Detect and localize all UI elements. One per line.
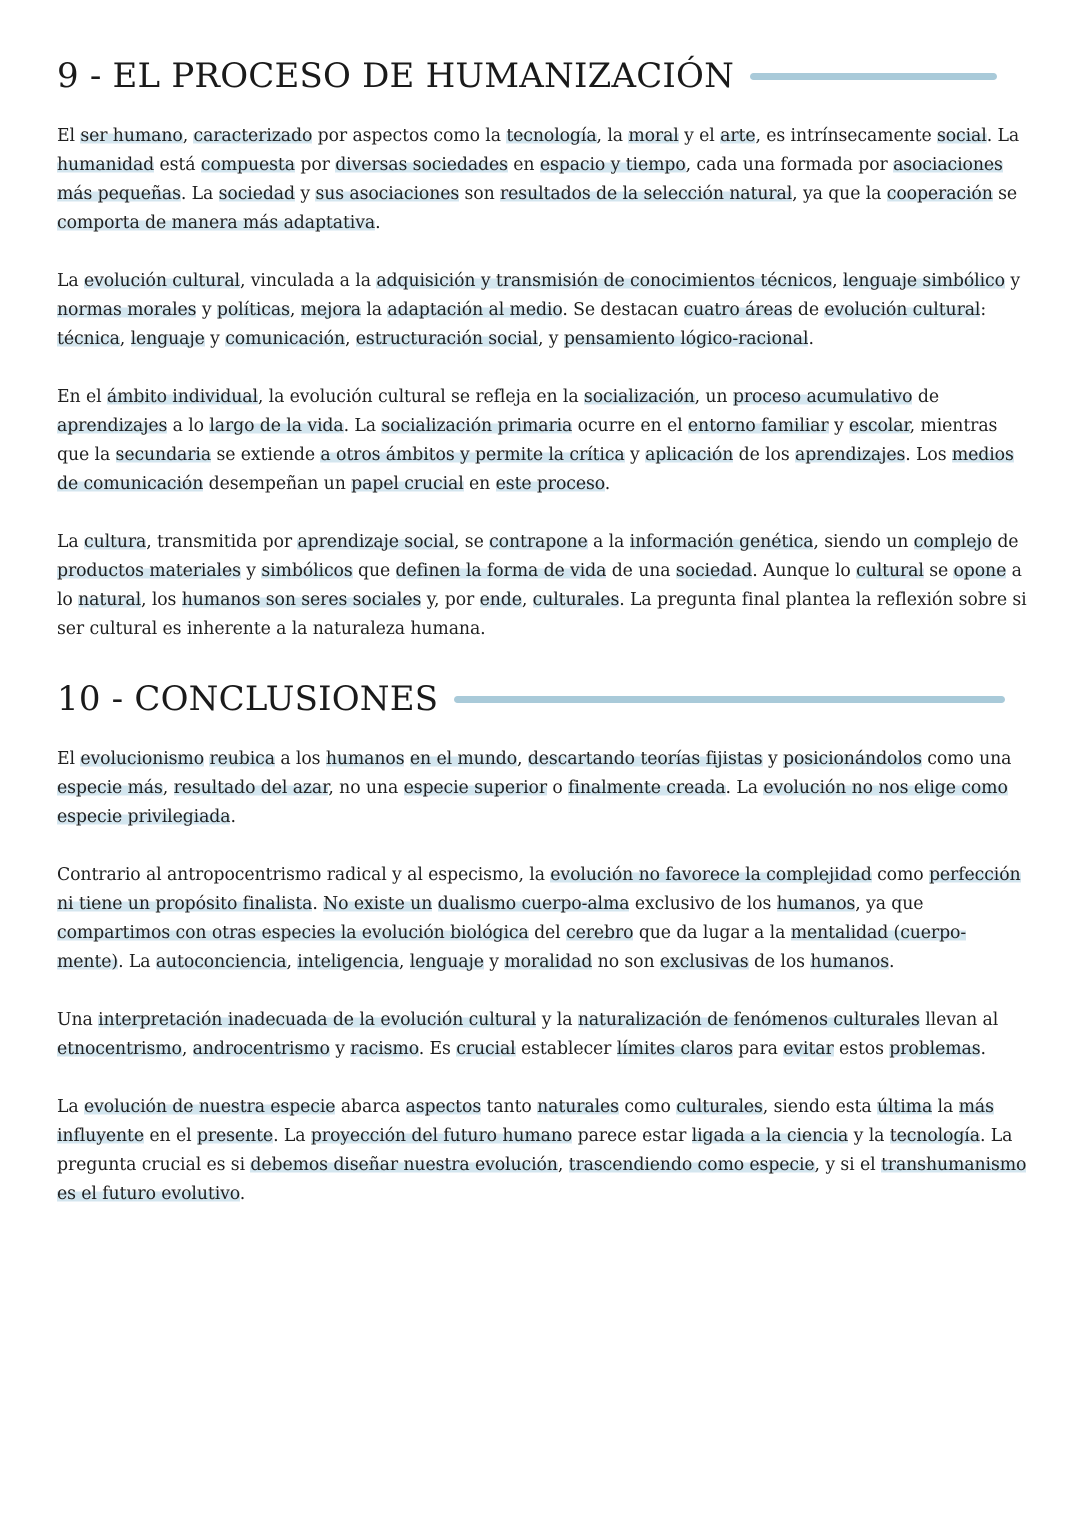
paragraph (57, 861, 1032, 977)
text-segment: en (463, 474, 496, 494)
highlighted-text: tecnología (889, 1126, 980, 1146)
highlighted-text: tecnología (506, 126, 597, 146)
highlighted-text: racismo (350, 1039, 419, 1059)
highlighted-text: No existe un (323, 894, 433, 914)
text-segment: y (329, 1039, 351, 1059)
text-segment: a lo (57, 561, 1022, 610)
text-segment: El (57, 749, 81, 769)
document-page (57, 50, 1032, 1238)
text-segment: parece estar (572, 1126, 692, 1146)
text-segment: , (119, 329, 131, 349)
text-segment: se extiende (211, 445, 321, 465)
highlighted-text: transhumanismo es el futuro evolutivo (57, 1155, 1027, 1204)
highlighted-text: aspectos (405, 1097, 482, 1117)
text-segment: . (312, 894, 324, 914)
text-segment: . La (986, 126, 1020, 146)
text-segment: en (507, 155, 540, 175)
text-segment: y (240, 561, 262, 581)
text-segment: a los (274, 749, 326, 769)
highlighted-text: presente (196, 1126, 274, 1146)
highlighted-text: exclusivas (659, 952, 749, 972)
text-segment: la (932, 1097, 959, 1117)
text-segment: exclusivo de los (629, 894, 777, 914)
text-segment: como una (921, 749, 1012, 769)
highlighted-text: adquisición y transmisión de conocimientos técnicos (376, 271, 833, 291)
paragraph (57, 745, 1032, 832)
text-segment: y (204, 329, 226, 349)
section-body (57, 745, 1032, 1209)
section-humanizacion (57, 50, 1032, 644)
highlighted-text: especie más (57, 778, 163, 798)
highlighted-text: evitar (783, 1039, 834, 1059)
text-segment: ocurre en el (572, 416, 688, 436)
text-segment: o (547, 778, 569, 798)
highlighted-text: perfección ni tiene un propósito finalista (57, 865, 1021, 914)
highlighted-text: reubica (209, 749, 275, 769)
text-segment: La (57, 532, 84, 552)
text-segment: y la (536, 1010, 578, 1030)
highlighted-text: culturales (676, 1097, 763, 1117)
highlighted-text: definen la forma de vida (395, 561, 607, 581)
highlighted-text: normas morales (57, 300, 197, 320)
highlighted-text: aprendizaje social (297, 532, 455, 552)
text-segment: que (352, 561, 396, 581)
highlighted-text: proceso acumulativo (732, 387, 913, 407)
highlighted-text: contrapone (489, 532, 588, 552)
highlighted-text: sociedad (675, 561, 753, 581)
text-segment: . La (343, 416, 382, 436)
text-segment: . (239, 1184, 246, 1204)
highlighted-text: opone (953, 561, 1007, 581)
text-segment: . (230, 807, 236, 827)
highlighted-text: finalmente creada (568, 778, 726, 798)
highlighted-text: compuesta (200, 155, 295, 175)
text-segment: del (528, 923, 566, 943)
text-segment: por aspectos como la (312, 126, 507, 146)
highlighted-text: culturales (532, 590, 620, 610)
highlighted-text: espacio y tiempo (539, 155, 686, 175)
highlighted-text: socialización primaria (381, 416, 573, 436)
text-segment: a la (587, 532, 630, 552)
text-segment: , (181, 1039, 193, 1059)
text-segment: está (154, 155, 201, 175)
text-segment: . (888, 952, 895, 972)
highlighted-text: en el mundo (409, 749, 518, 769)
text-segment: abarca (335, 1097, 406, 1117)
paragraph (57, 1093, 1032, 1209)
highlighted-text: cultura (83, 532, 147, 552)
text-segment: . Es (418, 1039, 457, 1059)
highlighted-text: diversas sociedades (335, 155, 508, 175)
highlighted-text: este proceso (495, 474, 605, 494)
text-segment: y (294, 184, 316, 204)
text-segment: estos (833, 1039, 890, 1059)
highlighted-text: a otros ámbitos y permite la crítica (320, 445, 625, 465)
text-segment: por (294, 155, 336, 175)
text-segment: , siendo esta (762, 1097, 877, 1117)
text-segment: , los (141, 590, 182, 610)
text-segment: llevan al (919, 1010, 999, 1030)
paragraph (57, 528, 1032, 644)
heading-rule (454, 696, 1005, 703)
highlighted-text: proyección del futuro humano (310, 1126, 573, 1146)
highlighted-text: comunicación (225, 329, 345, 349)
highlighted-text: aprendizajes (57, 416, 168, 436)
highlighted-text: lenguaje (409, 952, 484, 972)
text-segment: , la evolución cultural se refleja en la (257, 387, 584, 407)
highlighted-text: papel crucial (351, 474, 464, 494)
highlighted-text: humanidad (57, 155, 155, 175)
paragraph (57, 1006, 1032, 1064)
highlighted-text: sociedad (218, 184, 295, 204)
text-segment: , no una (328, 778, 404, 798)
text-segment: Una (57, 1010, 99, 1030)
highlighted-text: resultado del azar (173, 778, 329, 798)
highlighted-text: mejora (300, 300, 361, 320)
text-segment: y la (848, 1126, 890, 1146)
highlighted-text: largo de la vida (209, 416, 344, 436)
highlighted-text: cerebro (566, 923, 634, 943)
text-segment: y (762, 749, 784, 769)
text-segment: . Aunque lo (752, 561, 857, 581)
text-segment: La (57, 1097, 84, 1117)
text-segment: , ya que (855, 894, 924, 914)
text-segment: y (1004, 271, 1020, 291)
text-segment: de (991, 532, 1019, 552)
text-segment: . La pregunta final plantea la reflexión sobre si ser cultural es inherente a la naturaleza humana. (57, 590, 1027, 639)
highlighted-text: resultados de la selección natural (500, 184, 793, 204)
text-segment: . La (725, 778, 764, 798)
text-segment: no son (592, 952, 660, 972)
highlighted-text: humanos son seres sociales (181, 590, 422, 610)
text-segment: . (604, 474, 611, 494)
text-segment: El (57, 126, 81, 146)
text-segment: , vinculada a la (239, 271, 377, 291)
text-segment: en el (144, 1126, 197, 1146)
highlighted-text: lenguaje simbólico (842, 271, 1005, 291)
highlighted-text: entorno familiar (687, 416, 829, 436)
text-segment: de los (733, 445, 795, 465)
highlighted-text: evolución cultural (83, 271, 240, 291)
highlighted-text: natural (78, 590, 142, 610)
text-segment: , (521, 590, 533, 610)
section-title: 10 - CONCLUSIONES (57, 679, 439, 719)
heading-rule (750, 73, 997, 80)
text-segment: tanto (481, 1097, 538, 1117)
text-segment: y (483, 952, 505, 972)
highlighted-text: debemos diseñar nuestra evolución (250, 1155, 558, 1175)
highlighted-text: medios de comunicación (57, 445, 1014, 494)
text-segment: para (732, 1039, 784, 1059)
text-segment: , se (454, 532, 490, 552)
highlighted-text: sus asociaciones (315, 184, 460, 204)
highlighted-text: evolucionismo (80, 749, 205, 769)
text-segment: la (360, 300, 388, 320)
highlighted-text: adaptación al medio (387, 300, 563, 320)
highlighted-text: última (876, 1097, 933, 1117)
highlighted-text: ámbito individual (106, 387, 258, 407)
highlighted-text: humanos (776, 894, 856, 914)
highlighted-text: interpretación inadecuada de la evolución cultural (98, 1010, 537, 1030)
highlighted-text: humanos (325, 749, 405, 769)
text-segment: En el (57, 387, 107, 407)
highlighted-text: socialización (583, 387, 695, 407)
text-segment: , (182, 126, 194, 146)
highlighted-text: mentalidad (cuerpo-mente) (57, 923, 967, 972)
highlighted-text: problemas (889, 1039, 981, 1059)
text-segment: son (459, 184, 501, 204)
highlighted-text: evolución no favorece la complejidad (550, 865, 872, 885)
highlighted-text: social (936, 126, 987, 146)
highlighted-text: simbólicos (261, 561, 353, 581)
text-segment: , transmitida por (146, 532, 298, 552)
highlighted-text: humanos (810, 952, 889, 972)
text-segment: , (557, 1155, 569, 1175)
text-segment: de (792, 300, 825, 320)
highlighted-text: cooperación (886, 184, 993, 204)
text-segment: , (832, 271, 843, 291)
highlighted-text: moral (628, 126, 679, 146)
highlighted-text: límites claros (616, 1039, 733, 1059)
section-conclusiones (57, 673, 1032, 1209)
text-segment: desempeñan un (203, 474, 352, 494)
highlighted-text: ligada a la ciencia (691, 1126, 849, 1146)
highlighted-text: pensamiento lógico-racional (563, 329, 809, 349)
highlighted-text: productos materiales (57, 561, 241, 581)
highlighted-text: moralidad (504, 952, 593, 972)
text-segment: y (196, 300, 217, 320)
highlighted-text: evolución de nuestra especie (83, 1097, 336, 1117)
highlighted-text: naturales (537, 1097, 619, 1117)
text-segment: , siendo un (813, 532, 914, 552)
text-segment: se (923, 561, 954, 581)
text-segment: , (517, 749, 528, 769)
text-segment: . La (118, 952, 156, 972)
highlighted-text: ende (479, 590, 522, 610)
highlighted-text: secundaria (115, 445, 212, 465)
highlighted-text: cuatro áreas (683, 300, 793, 320)
text-segment: . La (180, 184, 219, 204)
highlighted-text: asociaciones más pequeñas (57, 155, 1003, 204)
text-segment: y, por (421, 590, 480, 610)
highlighted-text: caracterizado (193, 126, 313, 146)
text-segment: se (992, 184, 1018, 204)
highlighted-text: técnica (57, 329, 120, 349)
highlighted-text: inteligencia (297, 952, 399, 972)
highlighted-text: androcentrismo (192, 1039, 330, 1059)
text-segment: . La (273, 1126, 311, 1146)
highlighted-text: aplicación (645, 445, 734, 465)
text-segment: , un (694, 387, 733, 407)
highlighted-text: evolución cultural (824, 300, 981, 320)
text-segment: , (345, 329, 356, 349)
text-segment: de (912, 387, 939, 407)
highlighted-text: arte (720, 126, 756, 146)
highlighted-text: estructuración social (355, 329, 538, 349)
text-segment: que da lugar a la (633, 923, 791, 943)
text-segment: , (286, 952, 298, 972)
highlighted-text: posicionándolos (783, 749, 922, 769)
text-segment: como (618, 1097, 677, 1117)
text-segment: Contrario al antropocentrismo radical y al especismo, la (57, 865, 551, 885)
text-segment: y el (678, 126, 721, 146)
text-segment: . (980, 1039, 986, 1059)
highlighted-text: dualismo cuerpo-alma (437, 894, 630, 914)
text-segment: , y si el (814, 1155, 881, 1175)
text-segment: de una (606, 561, 676, 581)
section-heading (57, 50, 1032, 102)
text-segment: , la (596, 126, 629, 146)
highlighted-text: comporta de manera más adaptativa (57, 213, 376, 233)
text-segment: . (808, 329, 814, 349)
text-segment: , ya que la (792, 184, 887, 204)
highlighted-text: naturalización de fenómenos culturales (577, 1010, 920, 1030)
highlighted-text: políticas (216, 300, 290, 320)
highlighted-text: aprendizajes (795, 445, 906, 465)
text-segment: , mientras que la (57, 416, 998, 465)
highlighted-text: compartimos con otras especies la evolución biológica (57, 923, 529, 943)
text-segment: , (289, 300, 301, 320)
highlighted-text: más influyente (57, 1097, 994, 1146)
text-segment: , es intrínsecamente (755, 126, 937, 146)
text-segment: . (375, 213, 381, 233)
text-segment: . Se destacan (562, 300, 684, 320)
highlighted-text: especie superior (403, 778, 548, 798)
text-segment: , y (538, 329, 564, 349)
highlighted-text: complejo (913, 532, 992, 552)
highlighted-text: ser humano (80, 126, 183, 146)
text-segment: de los (748, 952, 811, 972)
text-segment: , (398, 952, 410, 972)
highlighted-text: trascendiendo como especie (568, 1155, 815, 1175)
text-segment: , cada una formada por (685, 155, 894, 175)
section-title: 9 - EL PROCESO DE HUMANIZACIÓN (57, 56, 735, 96)
paragraph (57, 267, 1032, 354)
paragraph (57, 122, 1032, 238)
text-segment: La (57, 271, 84, 291)
highlighted-text: lenguaje (130, 329, 205, 349)
text-segment: establecer (515, 1039, 617, 1059)
text-segment: . La pregunta crucial es si (57, 1126, 1013, 1175)
section-heading (57, 673, 1032, 725)
text-segment: y (624, 445, 646, 465)
text-segment: y (828, 416, 849, 436)
text-segment (432, 894, 437, 914)
section-body (57, 122, 1032, 644)
highlighted-text: autoconciencia (155, 952, 287, 972)
highlighted-text: escolar (849, 416, 910, 436)
highlighted-text: descartando teorías fijistas (527, 749, 763, 769)
text-segment: : (980, 300, 987, 320)
highlighted-text: evolución no nos elige como especie privilegiada (57, 778, 1008, 827)
text-segment: a lo (167, 416, 210, 436)
text-segment: . Los (905, 445, 952, 465)
paragraph (57, 383, 1032, 499)
text-segment: , (162, 778, 174, 798)
highlighted-text: información genética (629, 532, 814, 552)
highlighted-text: cultural (856, 561, 924, 581)
highlighted-text: etnocentrismo (57, 1039, 182, 1059)
text-segment: como (871, 865, 929, 885)
highlighted-text: crucial (456, 1039, 516, 1059)
